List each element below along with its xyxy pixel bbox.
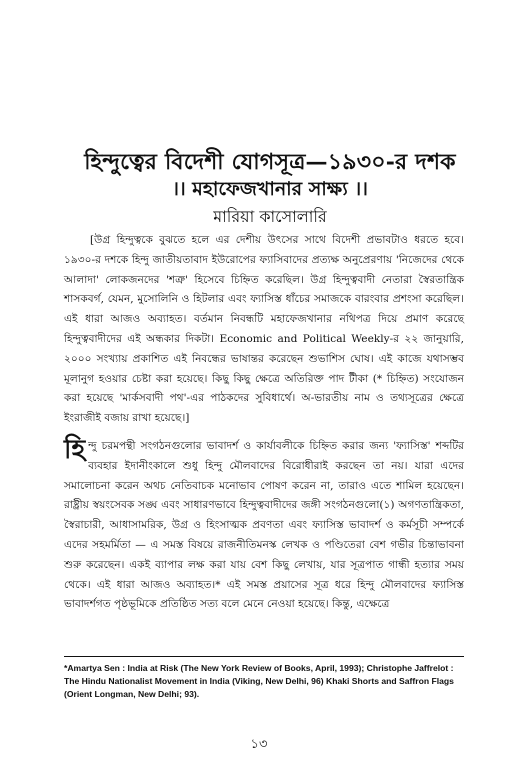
drop-cap: হি xyxy=(64,435,86,465)
footnote-divider xyxy=(64,656,464,657)
body-paragraph-text: ন্দু চরমপন্থী সংগঠনগুলোর ভাবাদর্শ ও কার্যাবলীকে চিহ্নিত করার জন্য 'ফ্যাসিস্ত' শব্দটির ব্যবহার ইদানীংকালে শুধু হিন্দু মৌলবাদের বিরোধীরাই করছেন তা নয়। যারা এদের সমালোচনা করেন অথচ নেতিবাচক মনোভাব পোষণ করেন না, তারাও এতে শামিল হয়েছেন। রাষ্ট্রীয় স্বয়ংসেবক সঙ্ঘ এবং সাধারণভাবে হিন্দুত্ববাদীদের জঙ্গী সংগঠনগুলো(১) অগণতান্ত্রিকতা, স্বৈরাচারী, আধাসামরিক, উগ্র ও হিংসাত্মক প্রবণতা এবং ফ্যাসিস্ত ভাবাদর্শ ও কর্মসূচী সম্পর্কে এদের সহমর্মিতা — এ সমস্ত বিষয়ে রাজনীতিমনস্ক লেখক ও পণ্ডিতেরা বেশ গভীর চিন্তাভাবনা শুরু করেছেন। একই ব্যাপার লক্ষ করা যায় বেশ কিছু লেখায়, যার সূত্রপাত গান্ধী হত্যার সময় থেকে। এই ধারা আজও অব্যাহত।* এই সমস্ত প্রয়াসের সূত্র ধরে হিন্দু মৌলবাদের ফ্যাসিস্ত ভাবাদর্শগত পৃষ্ঠভূমিকে প্রতিষ্ঠিত সত্য বলে মেনে নেওয়া হয়েছে। কিন্তু, এক্ষেত্রে xyxy=(64,440,464,611)
title-block xyxy=(80,148,460,228)
footnote: *Amartya Sen : India at Risk (The New York Review of Books, April, 1993); Christophe Jaffrelot : The Hindu Nationalist Movement in India (Viking, New Delhi, 96) Khaki Shorts and Saffron Flags (Orient Longman, New Delhi; 93). xyxy=(64,663,454,699)
intro-paragraph: [উগ্র হিন্দুত্বকে বুঝতে হলে এর দেশীয় উৎসের সাথে বিদেশী প্রভাবটাও ধরতে হবে। ১৯৩০-র দশকে হিন্দু জাতীয়তাবাদ ইউরোপের ফ্যাসিবাদের প্রত্যক্ষ অনুপ্রেরণায় 'নিজেদের থেকে আলাদা' লোকজনদের 'শত্রু' হিসেবে চিহ্নিত করেছিল। উগ্র হিন্দুত্ববাদী নেতারা স্বৈরতান্ত্রিক শাসকবর্গ, যেমন, মুসোলিনি ও হিটলার এবং ফ্যাসিস্ত ধাঁচের সমাজকে বারংবার প্রশংসা করেছিল। এই ধারা আজও অব্যাহত। বর্তমান নিবন্ধটি মহাফেজখানার নথিপত্র দিয়ে প্রমাণ করেছে হিন্দুত্ববাদীদের এই অন্ধকার দিকটা। Economic and Political Weekly-র ২২ জানুয়ারি, ২০০০ সংখ্যায় প্রকাশিত এই নিবন্ধের ভাষান্তর করেছেন শুভাশিস ঘোষ। এই কাজে যথাসম্ভব মূলানুগ হওয়ার চেষ্টা করা হয়েছে। কিছু কিছু ক্ষেত্রে অতিরিক্ত পাদ টীকা (* চিহ্নিত) সংযোজন করা হয়েছে 'মার্কসবাদী পথ'-এর পাঠকদের সুবিধার্থে। অ-ভারতীয় নাম ও তথ্যসূত্রের ক্ষেত্রে ইংরাজীই বজায় রাখা হয়েছে।] xyxy=(64,234,464,425)
page-number: ১৩ xyxy=(250,737,268,752)
article-subtitle: ।। মহাফেজখানার সাক্ষ্য ।। xyxy=(172,178,368,200)
author-name: মারিয়া কাসোলারি xyxy=(213,207,327,226)
article-title: হিন্দুত্বের বিদেশী যোগসূত্র—১৯৩০-র দশক xyxy=(84,149,456,175)
body-paragraph xyxy=(64,437,464,615)
